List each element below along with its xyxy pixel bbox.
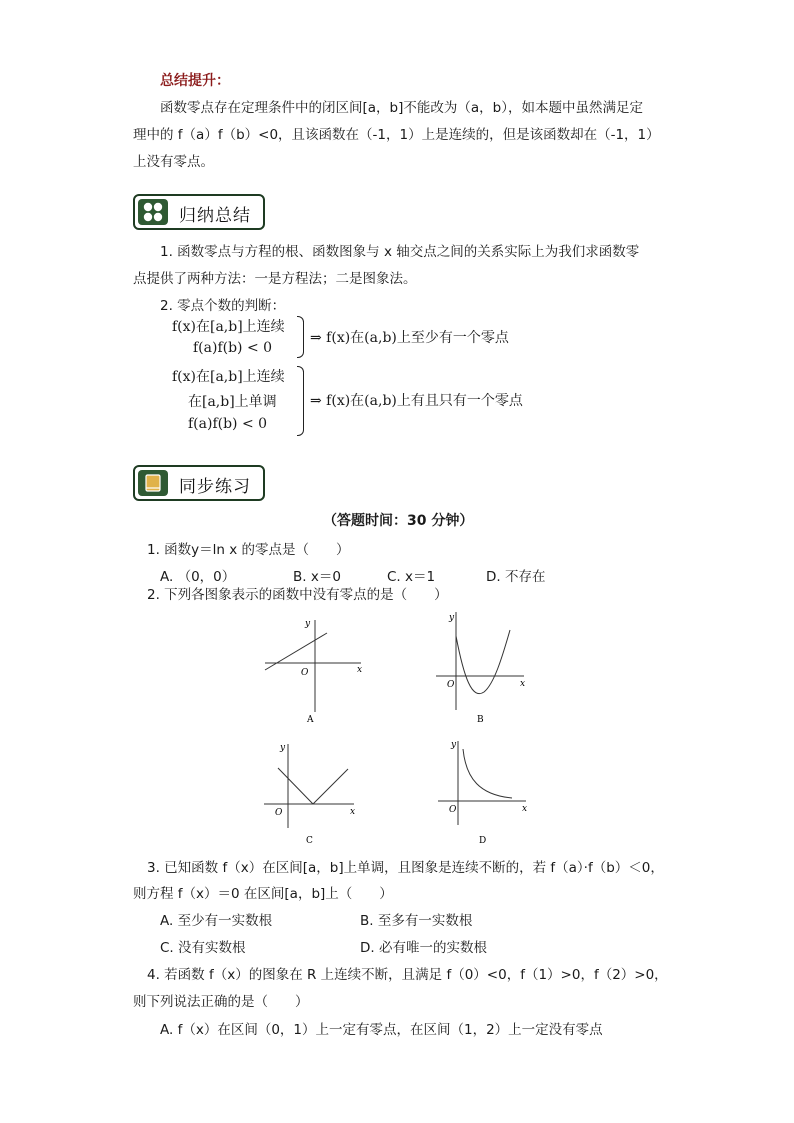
q4-line-2: 则下列说法正确的是（ ） [133,994,309,1010]
summary-heading: 总结提升： [160,73,230,89]
case1-condition-1: f(x)在[a,b]上连续 [172,319,285,335]
q1-option-a: A. （0，0） [160,569,236,585]
q3-option-a: A. 至少有一实数根 [160,913,273,929]
case2-condition-2: 在[a,b]上单调 [188,394,277,410]
section-title: 归纳总结 [179,206,251,226]
origin-label: O [447,680,455,690]
graph-label: C [306,836,313,846]
axis-y-label: y [451,740,457,750]
case2-condition-1: f(x)在[a,b]上连续 [172,369,285,385]
axis-y-label: y [449,613,455,623]
four-leaf-icon [138,199,168,225]
axis-x-label: x [357,665,363,675]
q3-option-b: B. 至多有一实数根 [360,913,473,929]
summary-line-3: 上没有零点。 [133,154,214,170]
case1-brace [297,316,304,358]
graph-d [432,735,532,847]
section-title: 同步练习 [179,477,251,497]
summary-point-1-line-2: 点提供了两种方法：一是方程法；二是图象法。 [133,271,417,287]
q4-line-1: 4. 若函数 f（x）的图象在 R 上连续不断，且满足 f（0）<0，f（1）>0，f（2）>0， [147,967,668,983]
q1-option-c: C. x＝1 [387,569,436,585]
case1-condition-2: f(a)f(b) < 0 [193,340,273,356]
case2-condition-3: f(a)f(b) < 0 [188,416,268,432]
summary-point-1-line-1: 1. 函数零点与方程的根、函数图象与 x 轴交点之间的关系实际上为我们求函数零 [160,244,640,260]
origin-label: O [449,805,457,815]
book-icon [138,470,168,496]
section-header-practice [133,465,265,501]
graph-label: B [477,715,484,725]
answer-time: （答题时间：30 分钟） [323,513,474,529]
case2-result: ⇒ f(x)在(a,b)上有且只有一个零点 [310,393,523,409]
q2-stem: 2. 下列各图象表示的函数中没有零点的是（ ） [147,587,448,603]
origin-label: O [275,808,283,818]
q3-option-c: C. 没有实数根 [160,940,246,956]
graph-label: D [479,836,487,846]
case1-result: ⇒ f(x)在(a,b)上至少有一个零点 [310,330,509,346]
q1-stem: 1. 函数y＝ln x 的零点是（ ） [147,542,350,558]
graph-c [258,738,368,850]
axis-x-label: x [522,804,528,814]
graph-b [430,608,530,728]
axis-x-label: x [520,679,526,689]
axis-y-label: y [305,619,311,629]
summary-point-2: 2. 零点个数的判断： [160,298,286,314]
case2-brace [297,366,304,436]
origin-label: O [301,668,309,678]
section-header-summary [133,194,265,230]
q1-option-d: D. 不存在 [486,569,546,585]
q3-line-1: 3. 已知函数 f（x）在区间[a，b]上单调，且图象是连续不断的，若 f（a）·f（b）＜0， [147,860,664,876]
summary-line-1: 函数零点存在定理条件中的闭区间[a，b]不能改为（a，b），如本题中虽然满足定 [160,100,643,116]
graph-a [255,612,375,727]
axis-y-label: y [280,743,286,753]
q3-line-2: 则方程 f（x）＝0 在区间[a，b]上（ ） [133,886,393,902]
q4-option-a: A. f（x）在区间（0，1）上一定有零点，在区间（1，2）上一定没有零点 [160,1022,603,1038]
q3-option-d: D. 必有唯一的实数根 [360,940,487,956]
summary-line-2: 理中的 f（a）f（b）<0，且该函数在（-1，1）上是连续的，但是该函数却在（-1，1） [133,127,660,143]
q1-option-b: B. x＝0 [293,569,341,585]
axis-x-label: x [350,807,356,817]
graph-label: A [307,715,314,725]
